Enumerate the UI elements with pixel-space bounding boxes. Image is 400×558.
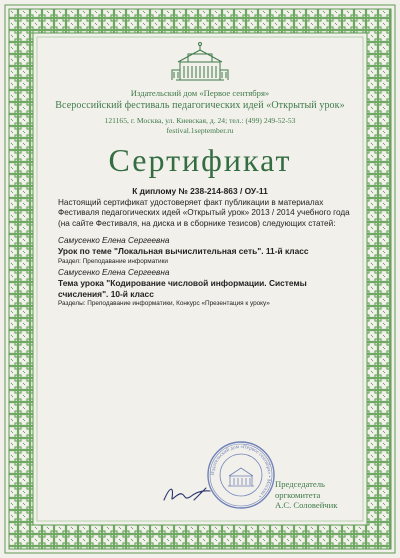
- signature: [160, 482, 220, 504]
- certificate-title: Сертификат: [108, 142, 292, 178]
- website-link[interactable]: festival.1september.ru: [166, 126, 234, 135]
- intro-text: Настоящий сертификат удостоверяет факт публикации в материалах Фестиваля педагогических идей «Открытый урок» 2013 / 2014 учебного года (на сайте Фестиваля, на диска и в сборнике тезисов) следующих статей:: [58, 198, 350, 228]
- publisher-building-logo: [168, 40, 232, 84]
- chair-name: А.С. Соловейчик: [275, 500, 338, 511]
- entry-section: Разделы: Преподавание информатики, Конкурс «Презентация к уроку»: [58, 300, 270, 308]
- entry-lesson-title: Тема урока "Кодирование числовой информации. Системы счисления". 10-й класс: [58, 278, 307, 299]
- entry-author: Самусенко Елена Сергеевна: [58, 236, 170, 245]
- svg-text:Издательский дом «Первое сентя: Издательский дом «Первое сентября» • Москва •: [209, 443, 273, 499]
- publication-entry: [58, 268, 358, 308]
- chair-title-line1: Председатель: [275, 479, 325, 489]
- address-line: 121165, г. Москва, ул. Киевская, д. 24; тел.: (499) 249-52-53: [104, 116, 296, 125]
- entry-lesson-title: Урок по теме "Локальная вычислительная сеть". 11-й класс: [58, 246, 309, 256]
- committee-chair: [275, 479, 365, 511]
- diploma-number: К диплому № 238-214-863 / ОУ-11: [132, 186, 268, 196]
- publication-entry: [58, 236, 358, 266]
- publisher-name: Издательский дом «Первое сентября»: [130, 88, 270, 98]
- entry-section: Раздел: Преподавание информатики: [58, 257, 168, 265]
- chair-title-line2: оргкомитета: [275, 489, 321, 500]
- festival-name: Всероссийский фестиваль педагогических идей «Открытый урок»: [55, 100, 345, 111]
- entry-author: Самусенко Елена Сергеевна: [58, 268, 170, 277]
